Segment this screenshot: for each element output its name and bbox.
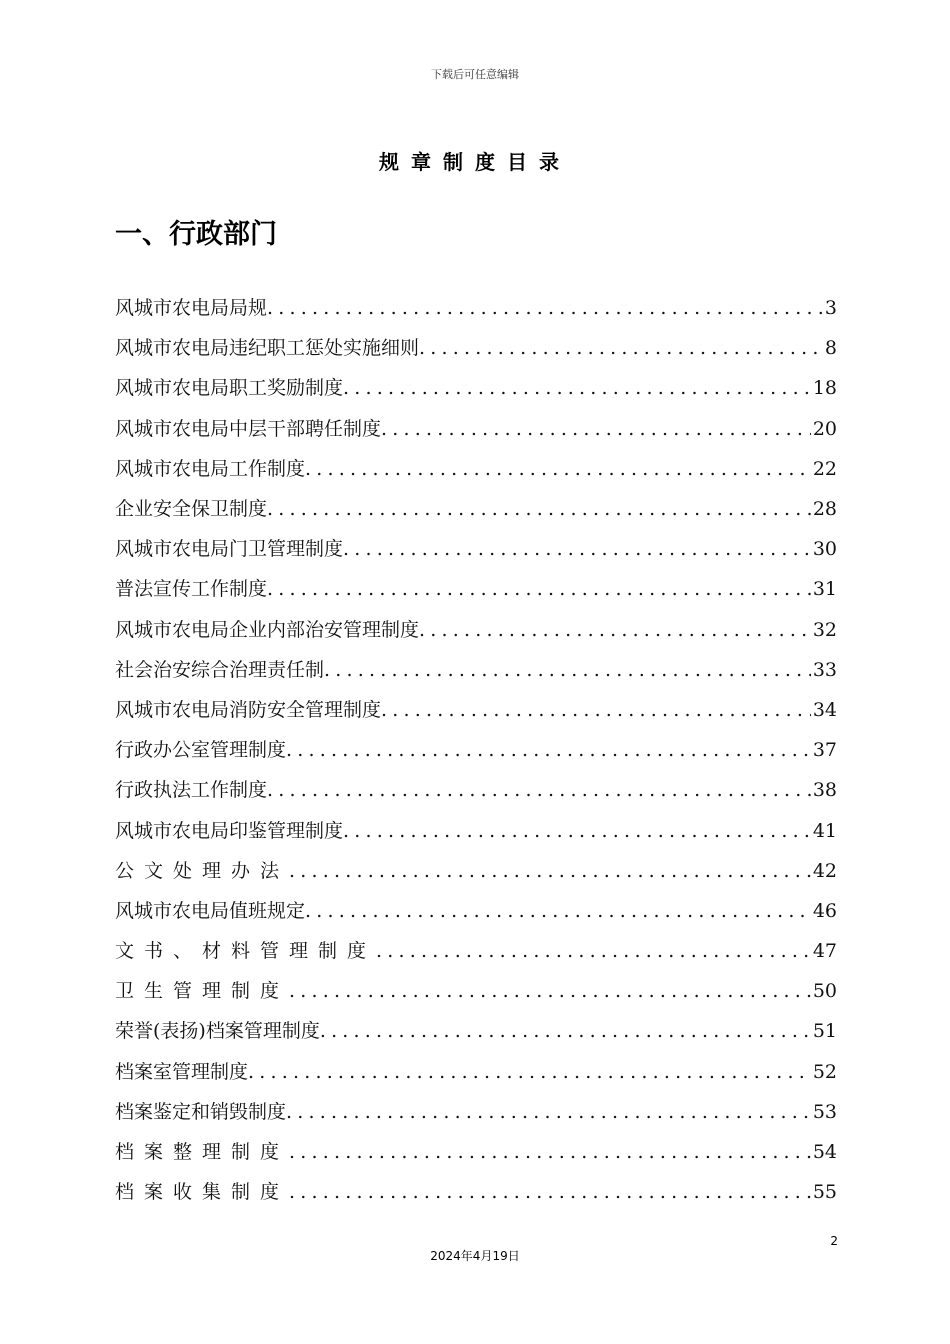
toc-entry-title: 行政执法工作制度 bbox=[115, 779, 268, 802]
toc-entry[interactable] bbox=[115, 489, 837, 529]
toc-entry-page: 53 bbox=[812, 1100, 837, 1123]
toc-entry-page: 52 bbox=[812, 1060, 837, 1083]
toc-entry-page: 28 bbox=[812, 498, 837, 521]
toc-leader-dots bbox=[343, 368, 811, 408]
toc-leader-dots bbox=[267, 770, 811, 810]
toc-entry-title: 档案整理制度 bbox=[115, 1141, 290, 1164]
toc-entry[interactable] bbox=[115, 650, 837, 690]
toc-entry[interactable] bbox=[115, 971, 837, 1011]
toc-entry-page: 37 bbox=[812, 739, 837, 762]
toc-entry-title: 风城市农电局违纪职工惩处实施细则 bbox=[115, 337, 420, 360]
toc-entry[interactable] bbox=[115, 690, 837, 730]
toc-leader-dots bbox=[343, 811, 811, 851]
toc-entry-title: 风城市农电局印鉴管理制度 bbox=[115, 819, 344, 842]
toc-entry-page: 22 bbox=[812, 457, 837, 480]
toc-leader-dots bbox=[267, 569, 811, 609]
toc-entry[interactable] bbox=[115, 1132, 837, 1172]
toc-leader-dots bbox=[289, 1132, 811, 1172]
toc-entry[interactable] bbox=[115, 529, 837, 569]
toc-leader-dots bbox=[343, 529, 811, 569]
toc-entry-page: 20 bbox=[812, 417, 837, 440]
toc-leader-dots bbox=[286, 1092, 811, 1132]
toc-entry-page: 34 bbox=[812, 698, 837, 721]
toc-entry-title: 公文处理办法 bbox=[115, 859, 290, 882]
toc-entry-page: 18 bbox=[812, 377, 837, 400]
toc-entry[interactable] bbox=[115, 770, 837, 810]
toc-entry-title: 荣誉(表扬)档案管理制度 bbox=[115, 1020, 320, 1043]
toc-leader-dots bbox=[289, 851, 811, 891]
toc-entry-page: 51 bbox=[812, 1020, 837, 1043]
toc-entry[interactable] bbox=[115, 368, 837, 408]
toc-entry-page: 42 bbox=[812, 859, 837, 882]
toc-entry-page: 55 bbox=[812, 1181, 837, 1204]
toc-entry-page: 3 bbox=[824, 297, 837, 320]
toc-leader-dots bbox=[419, 610, 811, 650]
toc-entry-page: 38 bbox=[812, 779, 837, 802]
toc-leader-dots bbox=[376, 931, 811, 971]
toc-entry-title: 档案收集制度 bbox=[115, 1181, 290, 1204]
toc-entry-page: 50 bbox=[812, 980, 837, 1003]
toc-leader-dots bbox=[289, 971, 811, 1011]
toc-entry-page: 46 bbox=[812, 899, 837, 922]
section-heading: 一、行政部门 bbox=[115, 219, 277, 250]
toc-entry[interactable] bbox=[115, 851, 837, 891]
toc-entry-title: 卫生管理制度 bbox=[115, 980, 290, 1003]
toc-leader-dots bbox=[381, 409, 811, 449]
toc-entry-page: 8 bbox=[824, 337, 837, 360]
toc-entry-page: 31 bbox=[812, 578, 837, 601]
toc-entry-title: 文书、材料管理制度 bbox=[115, 940, 377, 963]
toc-entry-title: 风城市农电局企业内部治安管理制度 bbox=[115, 618, 420, 641]
toc-entry-title: 风城市农电局消防安全管理制度 bbox=[115, 698, 382, 721]
toc-entry[interactable] bbox=[115, 1092, 837, 1132]
toc-leader-dots bbox=[248, 1052, 811, 1092]
toc-entry-title: 风城市农电局工作制度 bbox=[115, 457, 306, 480]
toc-entry[interactable] bbox=[115, 1172, 837, 1212]
toc-entry-title: 档案鉴定和销毁制度 bbox=[115, 1100, 287, 1123]
toc-entry-page: 33 bbox=[812, 658, 837, 681]
page-number: 2 bbox=[830, 1234, 838, 1248]
toc-leader-dots bbox=[305, 449, 811, 489]
toc-entry[interactable] bbox=[115, 1052, 837, 1092]
toc-entry-title: 档案室管理制度 bbox=[115, 1060, 249, 1083]
toc-entry-page: 41 bbox=[812, 819, 837, 842]
toc-leader-dots bbox=[381, 690, 811, 730]
toc-entry-page: 30 bbox=[812, 538, 837, 561]
toc-entry[interactable] bbox=[115, 409, 837, 449]
toc-entry[interactable] bbox=[115, 1011, 837, 1051]
toc-entry[interactable] bbox=[115, 449, 837, 489]
header-note: 下载后可任意编辑 bbox=[431, 68, 519, 81]
toc-leader-dots bbox=[305, 891, 811, 931]
toc-entry-title: 风城市农电局职工奖励制度 bbox=[115, 377, 344, 400]
toc-entry[interactable] bbox=[115, 610, 837, 650]
toc-entry-title: 风城市农电局值班规定 bbox=[115, 899, 306, 922]
toc-entry[interactable] bbox=[115, 288, 837, 328]
toc-entry[interactable] bbox=[115, 730, 837, 770]
toc-leader-dots bbox=[320, 1011, 811, 1051]
toc-entry[interactable] bbox=[115, 931, 837, 971]
toc-leader-dots bbox=[267, 489, 811, 529]
toc-entry-page: 32 bbox=[812, 618, 837, 641]
toc-entry-title: 社会治安综合治理责任制 bbox=[115, 658, 325, 681]
toc-entry-title: 行政办公室管理制度 bbox=[115, 739, 287, 762]
toc-leader-dots bbox=[289, 1172, 811, 1212]
toc-entry-title: 普法宣传工作制度 bbox=[115, 578, 268, 601]
footer-date: 2024年4月19日 bbox=[430, 1249, 520, 1263]
toc-entry-page: 54 bbox=[812, 1141, 837, 1164]
toc-entry-title: 风城市农电局门卫管理制度 bbox=[115, 538, 344, 561]
toc-entry-title: 风城市农电局局规 bbox=[115, 297, 268, 320]
toc-leader-dots bbox=[324, 650, 811, 690]
toc-entry[interactable] bbox=[115, 810, 837, 850]
table-of-contents bbox=[115, 288, 837, 1212]
toc-entry-page: 47 bbox=[812, 940, 837, 963]
toc-entry[interactable] bbox=[115, 328, 837, 368]
page-title: 规章制度目录 bbox=[379, 150, 571, 174]
toc-entry-title: 风城市农电局中层干部聘任制度 bbox=[115, 417, 382, 440]
toc-entry-title: 企业安全保卫制度 bbox=[115, 498, 268, 521]
toc-leader-dots bbox=[267, 288, 823, 328]
toc-entry[interactable] bbox=[115, 569, 837, 609]
toc-leader-dots bbox=[286, 730, 811, 770]
toc-entry[interactable] bbox=[115, 891, 837, 931]
toc-leader-dots bbox=[419, 328, 823, 368]
